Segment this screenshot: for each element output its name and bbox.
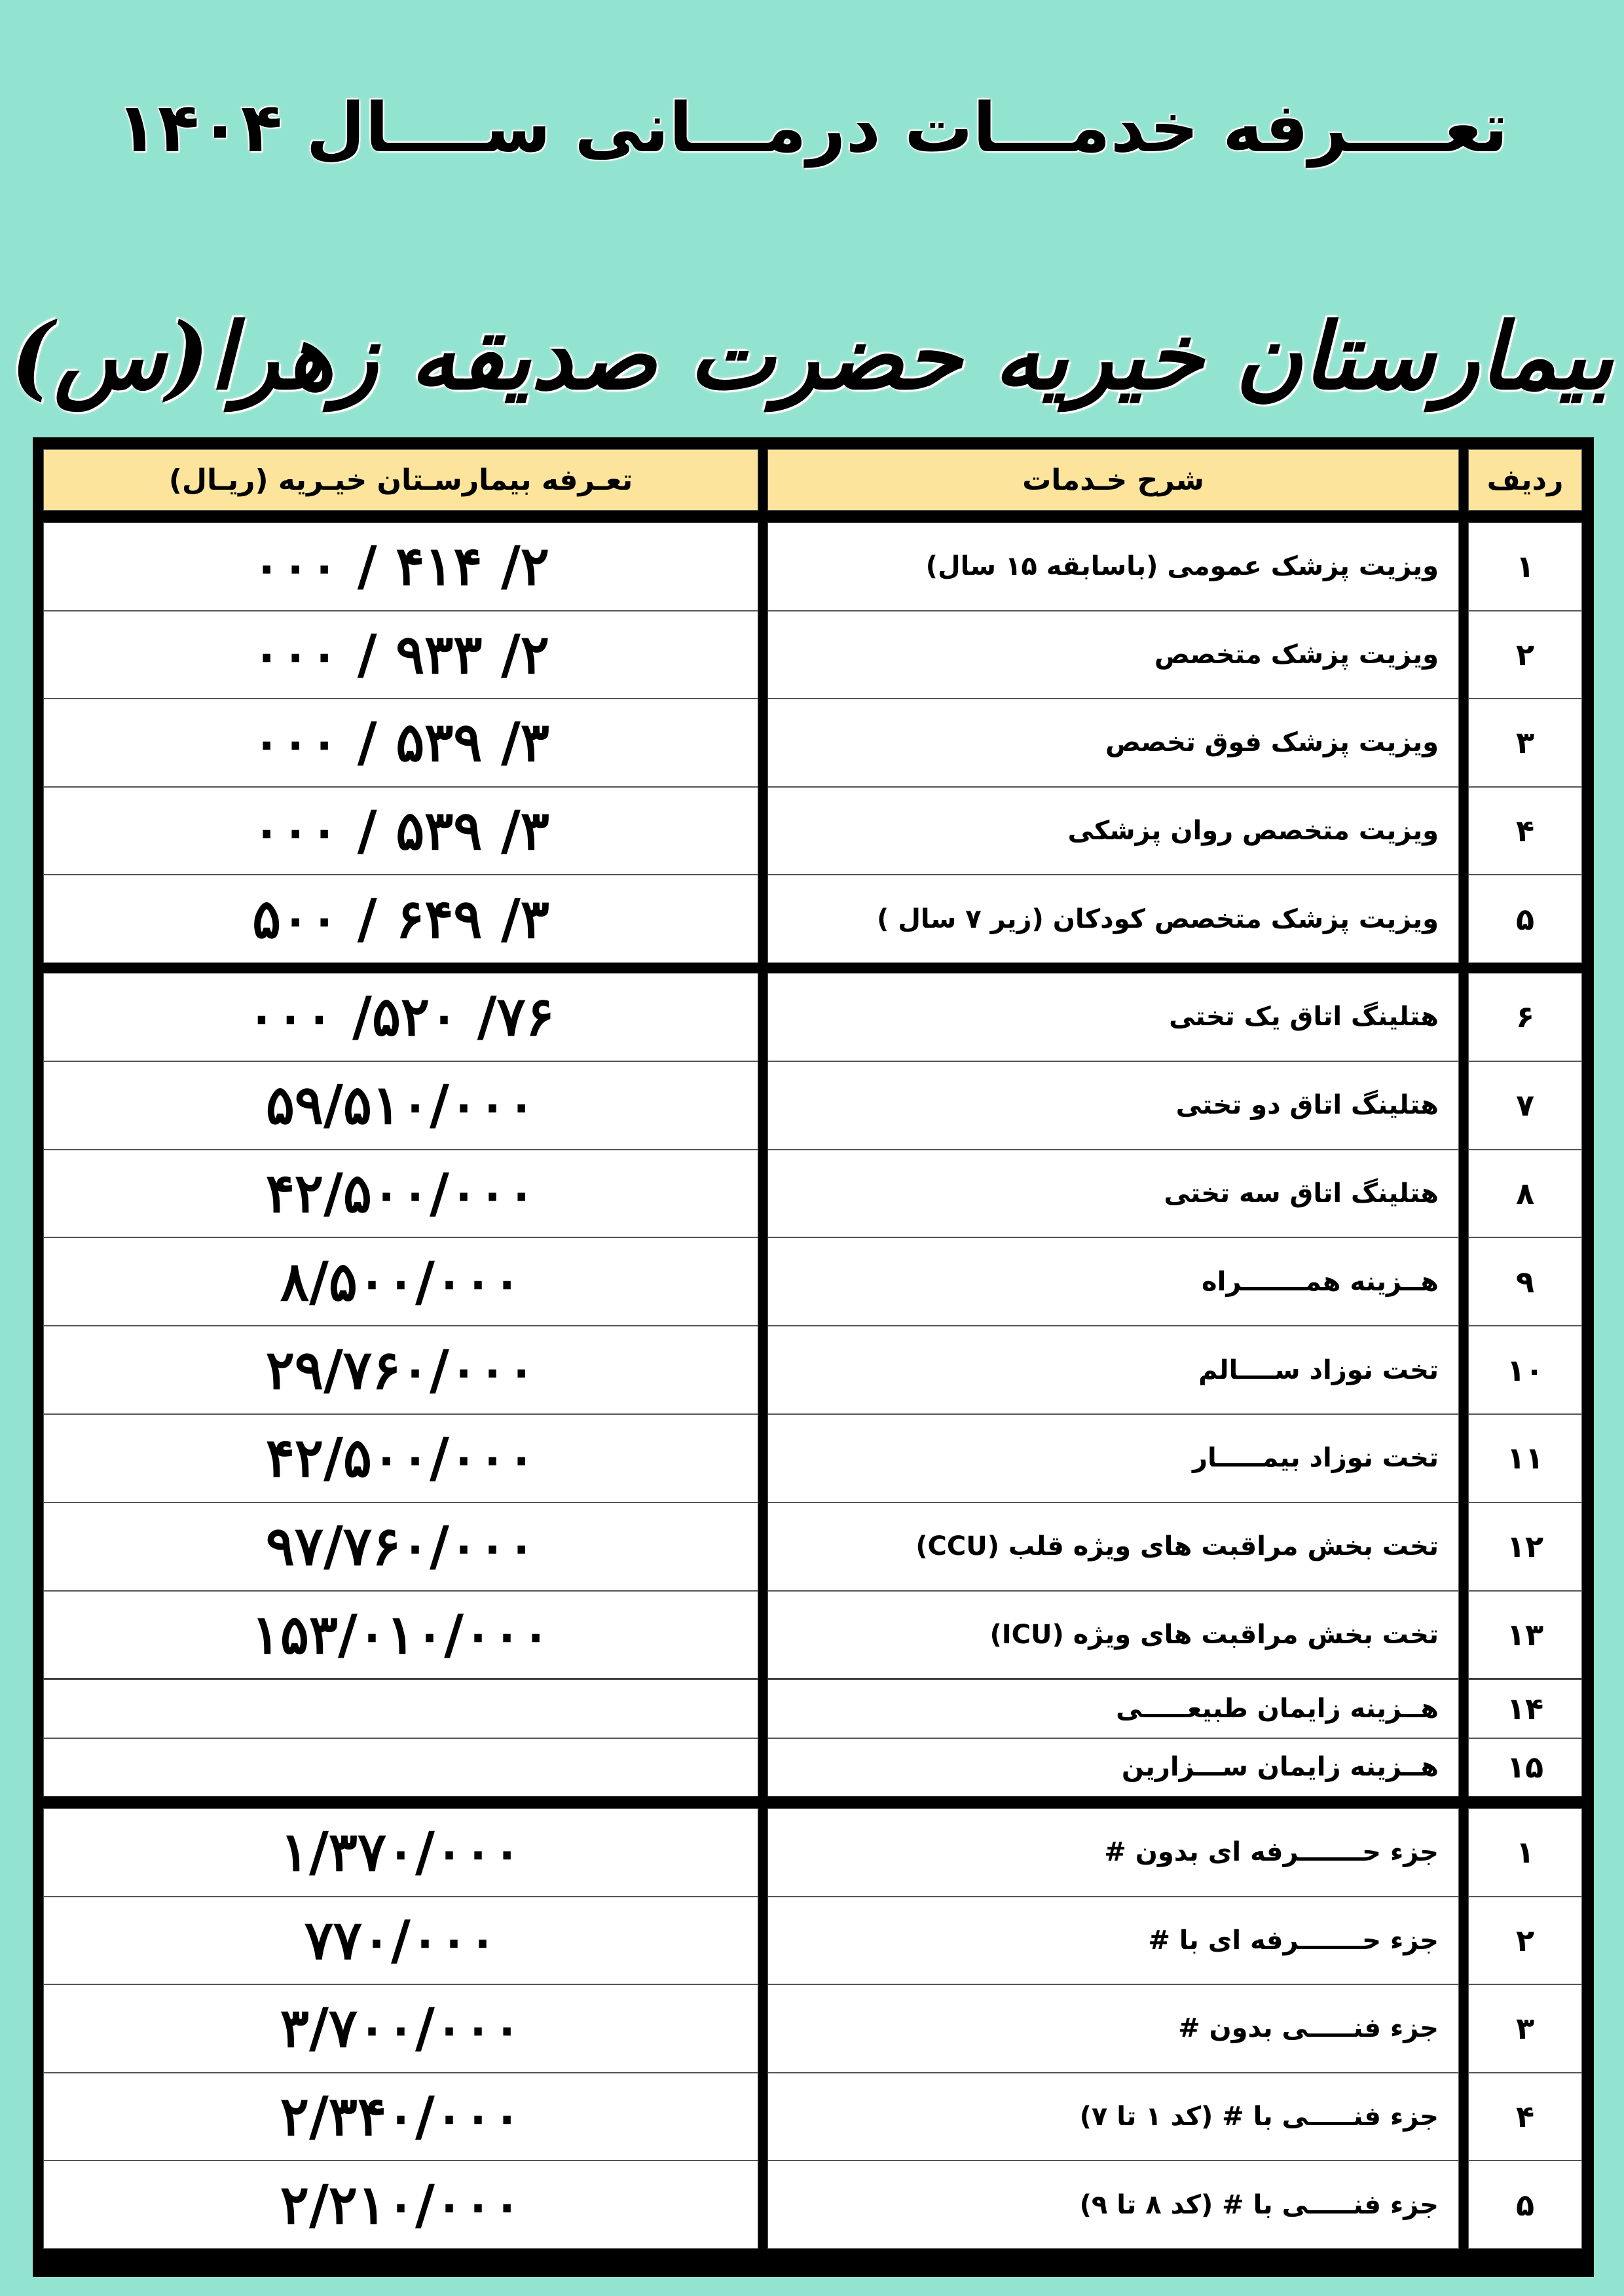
tariff-price: ۳/ ۵۳۹ / ۰۰۰: [43, 787, 758, 875]
tariff-price: ۱۵۳/۰۱۰/۰۰۰: [43, 1591, 758, 1679]
tariff-price: ۵۹/۵۱۰/۰۰۰: [43, 1061, 758, 1150]
service-description: جزء فنـــــی با # (کد ۸ تا ۹): [767, 2160, 1459, 2249]
tariff-price: ۲/ ۴۱۴ / ۰۰۰: [43, 522, 758, 611]
tariff-price: [43, 1679, 758, 1738]
service-description: جزء فنـــــی با # (کد ۱ تا ۷): [767, 2073, 1459, 2161]
row-number: ۷: [1468, 1061, 1582, 1150]
hospital-name: بیمارستان خیریه حضرت صدیقه زهرا(س): [10, 303, 1614, 410]
tariff-price: ۴۲/۵۰۰/۰۰۰: [43, 1414, 758, 1503]
service-description: جزء حـــــــرفه ای با #: [767, 1897, 1459, 1985]
service-description: تخت نوزاد ســــالم: [767, 1326, 1459, 1414]
row-number: ۵: [1468, 2160, 1582, 2249]
row-number: ۲: [1468, 611, 1582, 699]
row-number: ۳: [1468, 1984, 1582, 2073]
row-number: ۳: [1468, 699, 1582, 787]
tariff-price: ۲/۳۴۰/۰۰۰: [43, 2073, 758, 2161]
row-number: ۱۳: [1468, 1591, 1582, 1679]
tariff-price: ۷۶/ ۵۲۰/ ۰۰۰: [43, 973, 758, 1061]
row-number: ۶: [1468, 973, 1582, 1061]
tariff-price: ۲/۲۱۰/۰۰۰: [43, 2160, 758, 2249]
service-description: هــزینه زایمان ســـزارین: [767, 1738, 1459, 1797]
service-description: هــزینه زایمان طبیعـــــی: [767, 1679, 1459, 1738]
tariff-price: ۳/ ۶۴۹ / ۵۰۰: [43, 875, 758, 963]
tariff-price: ۹۷/۷۶۰/۰۰۰: [43, 1503, 758, 1591]
service-description: تخت بخش مراقبت های ویژه قلب (CCU): [767, 1503, 1459, 1591]
row-number: ۱: [1468, 522, 1582, 611]
service-description: جزء حـــــــرفه ای بدون #: [767, 1808, 1459, 1897]
header-row-no: ردیف: [1468, 449, 1582, 511]
tariff-price: ۳/ ۵۳۹ / ۰۰۰: [43, 699, 758, 787]
header-description: شرح خـدمات: [767, 449, 1459, 511]
service-description: هتلینگ اتاق یک تختی: [767, 973, 1459, 1061]
row-number: ۱: [1468, 1808, 1582, 1897]
tariff-price: ۱/۳۷۰/۰۰۰: [43, 1808, 758, 1897]
row-number: ۱۲: [1468, 1503, 1582, 1591]
row-number: ۲: [1468, 1897, 1582, 1985]
row-number: ۱۱: [1468, 1414, 1582, 1503]
service-description: ویزیت پزشک فوق تخصص: [767, 699, 1459, 787]
row-number: ۱۵: [1468, 1738, 1582, 1797]
row-number: ۱۴: [1468, 1679, 1582, 1738]
tariff-price: ۲۹/۷۶۰/۰۰۰: [43, 1326, 758, 1414]
row-number: ۴: [1468, 787, 1582, 875]
service-description: تخت بخش مراقبت های ویژه (ICU): [767, 1591, 1459, 1679]
header-tariff: تعـرفه بیمارسـتان خیـریه (ریـال): [43, 449, 758, 511]
service-description: هتلینگ اتاق سه تختی: [767, 1150, 1459, 1238]
service-description: هتلینگ اتاق دو تختی: [767, 1061, 1459, 1150]
service-description: ویزیت متخصص روان پزشکی: [767, 787, 1459, 875]
service-description: ویزیت پزشک عمومی (باسابقه ۱۵ سال): [767, 522, 1459, 611]
page-title: تعــــرفه خدمـــات درمـــانی ســــال ۱۴۰۴: [116, 88, 1508, 168]
tariff-price: [43, 1738, 758, 1797]
row-number: ۱۰: [1468, 1326, 1582, 1414]
row-number: ۸: [1468, 1150, 1582, 1238]
service-description: ویزیت پزشک متخصص: [767, 611, 1459, 699]
row-number: ۵: [1468, 875, 1582, 963]
tariff-price: ۳/۷۰۰/۰۰۰: [43, 1984, 758, 2073]
service-description: ویزیت پزشک متخصص کودکان (زیر ۷ سال ): [767, 875, 1459, 963]
tariff-price: ۲/ ۹۳۳ / ۰۰۰: [43, 611, 758, 699]
tariff-price: ۷۷۰/۰۰۰: [43, 1897, 758, 1985]
row-number: ۴: [1468, 2073, 1582, 2161]
tariff-price: ۸/۵۰۰/۰۰۰: [43, 1237, 758, 1326]
row-number: ۹: [1468, 1237, 1582, 1326]
tariff-price: ۴۲/۵۰۰/۰۰۰: [43, 1150, 758, 1238]
service-description: جزء فنـــــی بدون #: [767, 1984, 1459, 2073]
tariff-table: [33, 437, 1594, 2277]
service-description: تخت نوزاد بیمـــــار: [767, 1414, 1459, 1503]
service-description: هــزینه همـــــــراه: [767, 1237, 1459, 1326]
